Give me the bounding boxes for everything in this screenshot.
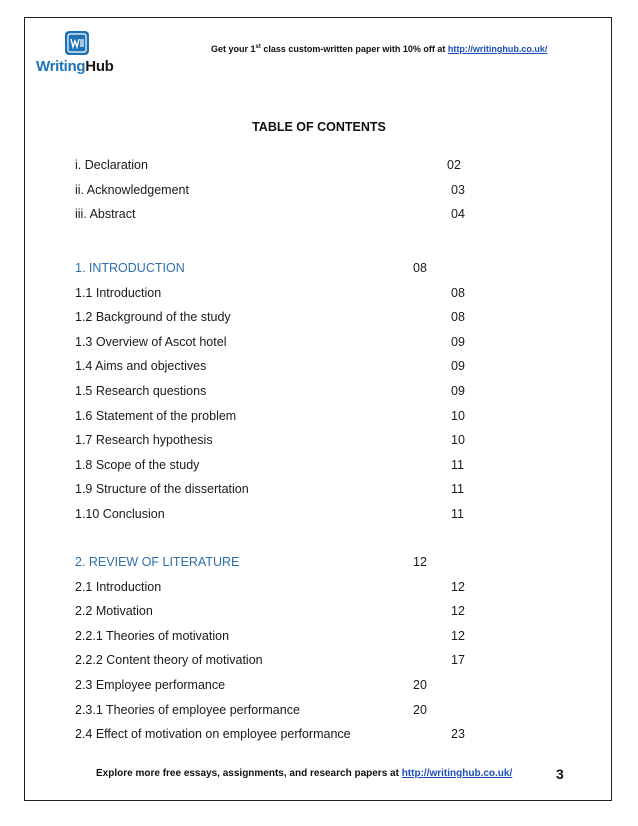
toc-entry-page: 04 [451, 207, 465, 222]
toc-entry-page: 09 [451, 384, 465, 398]
header-promo: Get your 1st class custom-written paper with 10% off at http://writinghub.co.uk/ [211, 44, 548, 54]
toc-entry-page: 09 [451, 359, 465, 374]
toc-chapter-heading [0, 261, 638, 279]
toc-entry-page: 10 [451, 433, 465, 448]
toc-entry-page: 12 [413, 555, 427, 569]
toc-entry-label: 1.3 Overview of Ascot hotel [75, 334, 227, 349]
toc-entry [0, 384, 638, 402]
toc-entry-page: 11 [451, 482, 464, 497]
toc-entry-page: 23 [451, 727, 465, 742]
toc-entry [0, 580, 638, 598]
toc-entry [0, 458, 638, 476]
toc-entry-label: 2.3.1 Theories of employee performance [75, 702, 300, 717]
toc-entry-label: 2.2.2 Content theory of motivation [75, 653, 263, 668]
toc-entry-label: i. Declaration [75, 158, 148, 172]
toc-title: TABLE OF CONTENTS [252, 120, 386, 134]
toc-entry [0, 727, 638, 745]
toc-entry [0, 678, 638, 696]
toc-entry-label: 1.6 Statement of the problem [75, 408, 237, 423]
toc-entry-label: 1. INTRODUCTION [75, 261, 185, 275]
toc-entry [0, 482, 638, 500]
toc-entry [0, 703, 638, 721]
toc-entry-label: 1.7 Research hypothesis [75, 433, 213, 448]
toc-entry [0, 335, 638, 353]
toc-entry-page: 09 [451, 334, 465, 349]
toc-entry-label: 1.2 Background of the study [75, 310, 231, 325]
toc-entry-page: 08 [451, 310, 465, 325]
toc-entry [0, 286, 638, 304]
toc-entry-label: 2.4 Effect of motivation on employee performance [75, 727, 351, 742]
toc-entry-label: ii. Acknowledgement [75, 182, 189, 197]
toc-entry-label: 2. REVIEW OF LITERATURE [75, 555, 240, 569]
page-number: 3 [556, 766, 564, 782]
logo-wordmark: WritingHub [36, 58, 114, 75]
toc-entry-page: 03 [451, 182, 465, 197]
toc-entry-label: 1.4 Aims and objectives [75, 359, 207, 374]
toc-entry-label: 2.3 Employee performance [75, 678, 226, 692]
header-promo-link[interactable]: http://writinghub.co.uk/ [447, 44, 548, 54]
toc-entry-label: 2.2 Motivation [75, 604, 153, 619]
footer-promo: Explore more free essays, assignments, and research papers at http://writinghub.co.uk/ [96, 768, 513, 779]
toc-entry-page: 10 [451, 408, 465, 423]
toc-entry-page: 11 [451, 507, 464, 521]
toc-entry [0, 158, 638, 176]
toc-entry [0, 653, 638, 671]
toc-entry-page: 12 [451, 628, 465, 643]
toc-entry [0, 507, 638, 525]
toc-entry-label: 1.8 Scope of the study [75, 457, 200, 472]
toc-entry-page: 08 [451, 285, 465, 300]
toc-entry-label: 1.9 Structure of the dissertation [75, 482, 249, 497]
toc-entry [0, 310, 638, 328]
toc-entry [0, 629, 638, 647]
toc-entry-label: 1.5 Research questions [75, 384, 207, 398]
toc-entry [0, 433, 638, 451]
toc-entry [0, 604, 638, 622]
toc-entry [0, 183, 638, 201]
toc-entry-page: 12 [451, 579, 465, 594]
toc-entry-label: iii. Abstract [75, 207, 136, 222]
toc-entry-page: 11 [451, 457, 464, 472]
writinghub-logo[interactable] [36, 28, 118, 76]
toc-entry-label: 2.2.1 Theories of motivation [75, 628, 230, 643]
toc-entry [0, 359, 638, 377]
toc-entry-page: 17 [451, 653, 465, 668]
toc-entry-label: 1.1 Introduction [75, 285, 162, 300]
toc-entry-page: 02 [447, 158, 461, 172]
toc-entry-label: 1.10 Conclusion [75, 507, 165, 521]
toc-entry [0, 409, 638, 427]
toc-chapter-heading [0, 555, 638, 573]
footer-promo-link[interactable]: http://writinghub.co.uk/ [401, 768, 513, 779]
toc-entry-page: 12 [451, 604, 465, 619]
toc-entry-label: 2.1 Introduction [75, 579, 162, 594]
toc-entry-page: 08 [413, 261, 427, 275]
toc-entry [0, 207, 638, 225]
toc-entry-page: 20 [413, 678, 427, 692]
logo-emblem-icon [64, 30, 90, 56]
toc-entry-page: 20 [413, 702, 427, 717]
